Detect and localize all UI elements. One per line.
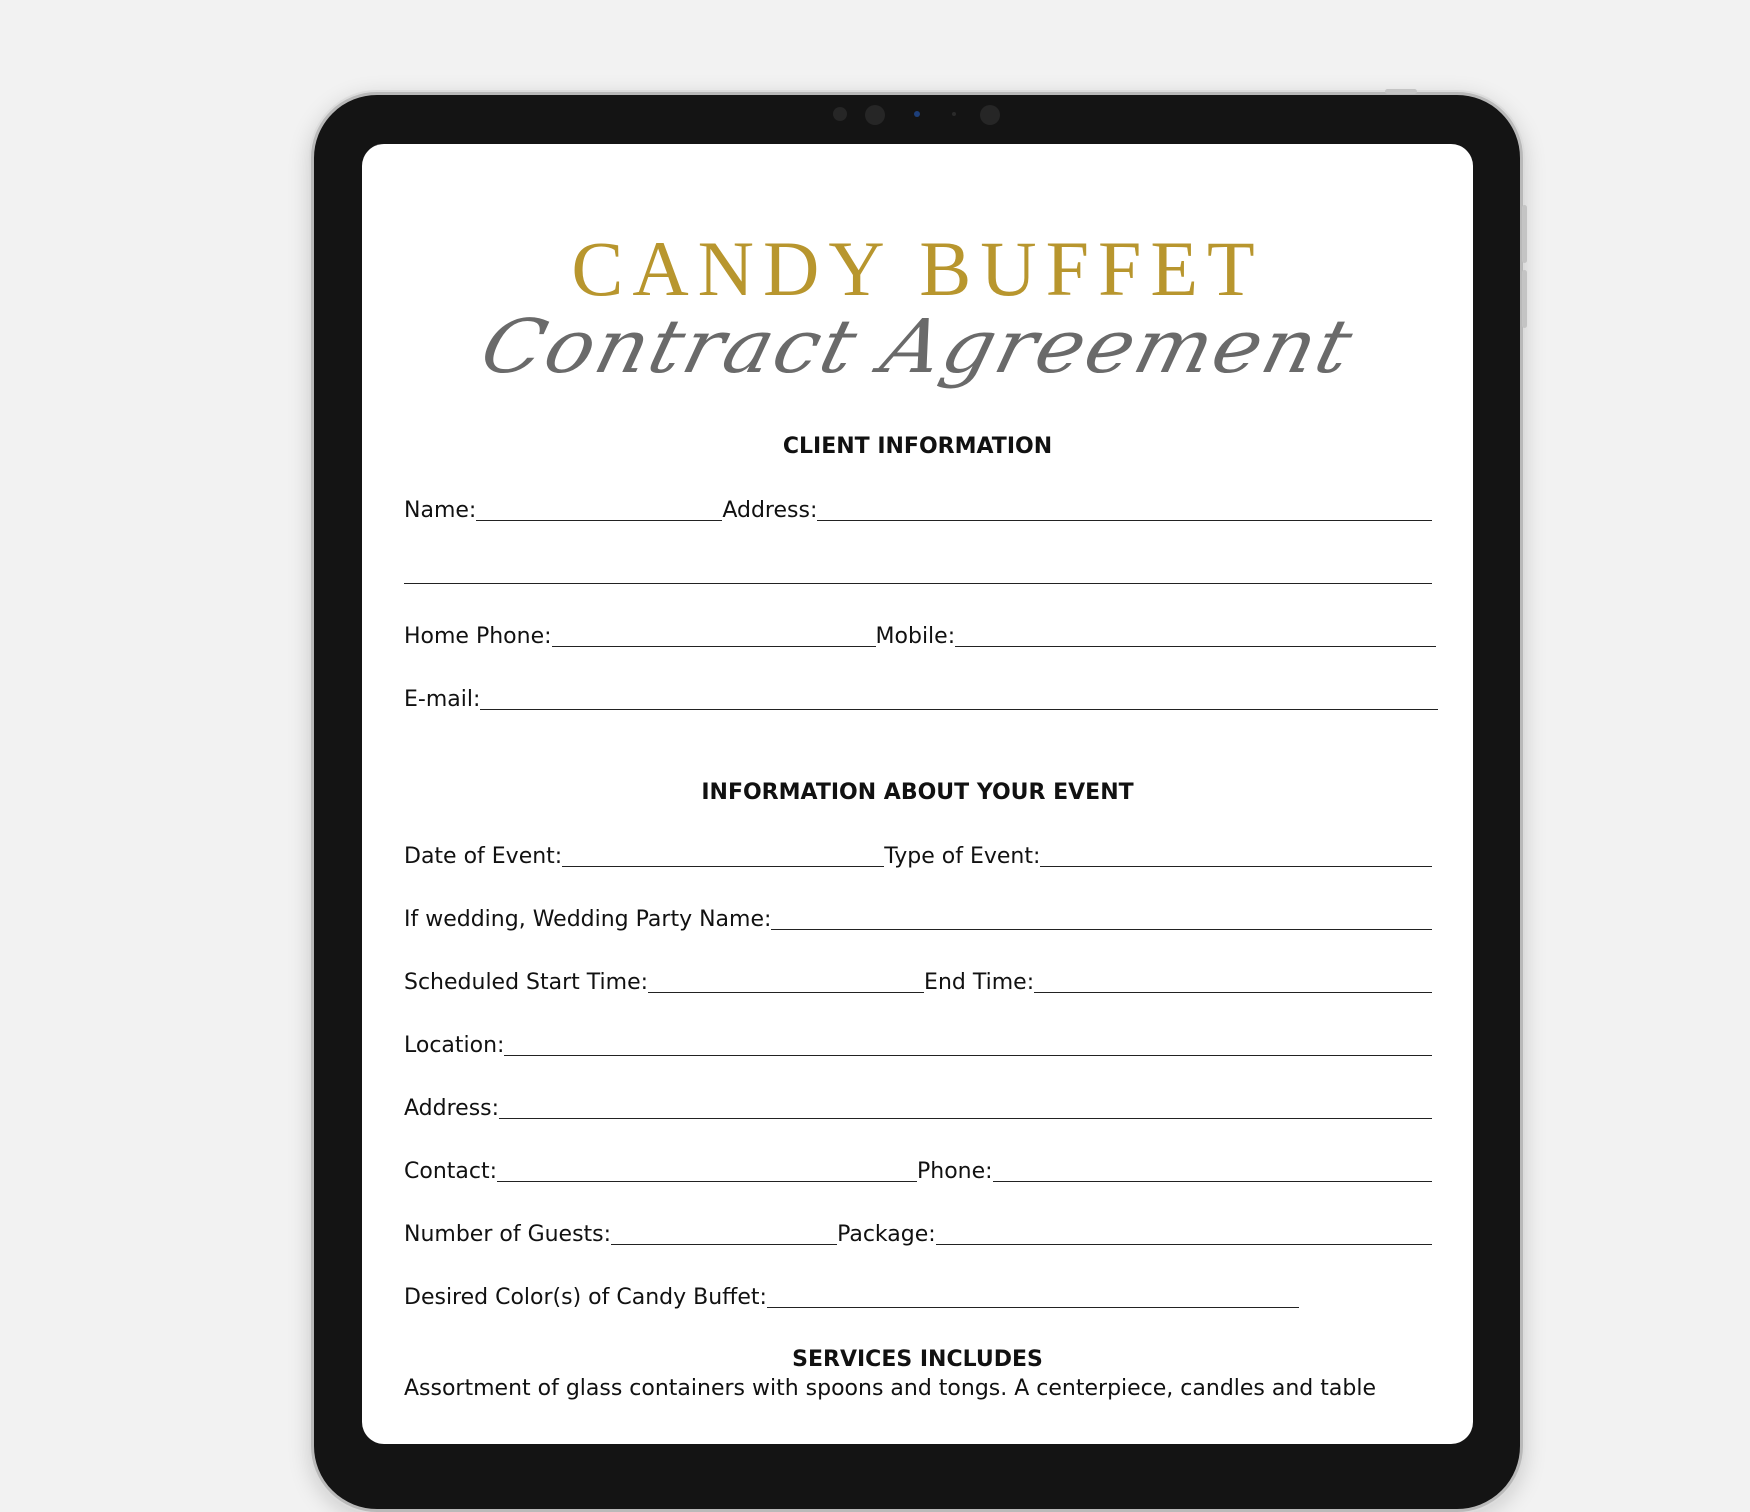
- sensor-dot-icon: [952, 112, 956, 116]
- document-subtitle: Contract Agreement: [472, 304, 1363, 390]
- home-phone-label: Home Phone:: [404, 624, 552, 649]
- contact-phone-row: [404, 1157, 1432, 1185]
- event-address-field[interactable]: [499, 1096, 1432, 1119]
- camera-dot-icon: [833, 107, 847, 121]
- name-address-row: [404, 496, 1432, 524]
- camera-lens-icon: [980, 105, 1000, 125]
- event-information-heading: INFORMATION ABOUT YOUR EVENT: [701, 780, 1134, 805]
- tablet-screen: [362, 144, 1473, 1444]
- phone-row: [404, 622, 1436, 650]
- top-button: [1385, 89, 1417, 94]
- address-line-2-field[interactable]: [404, 561, 1432, 584]
- start-time-label: Scheduled Start Time:: [404, 970, 649, 995]
- name-field[interactable]: [476, 498, 722, 521]
- services-description: Assortment of glass containers with spoons and tongs. A centerpiece, candles and table: [404, 1376, 1376, 1401]
- date-type-row: [404, 842, 1432, 870]
- mobile-field[interactable]: [955, 624, 1436, 647]
- location-row: [404, 1031, 1432, 1059]
- number-of-guests-label: Number of Guests:: [404, 1222, 612, 1247]
- phone-label: Phone:: [917, 1159, 993, 1184]
- client-information-heading: CLIENT INFORMATION: [782, 434, 1053, 459]
- wedding-party-label: If wedding, Wedding Party Name:: [404, 907, 772, 932]
- camera-lens-icon: [865, 105, 885, 125]
- email-row: [404, 685, 1438, 713]
- desired-colors-field[interactable]: [767, 1285, 1299, 1308]
- contact-field[interactable]: [497, 1159, 917, 1182]
- guests-package-row: [404, 1220, 1432, 1248]
- volume-down-button: [1522, 270, 1527, 328]
- end-time-label: End Time:: [924, 970, 1035, 995]
- home-phone-field[interactable]: [552, 624, 876, 647]
- wedding-party-field[interactable]: [771, 907, 1432, 930]
- address-field[interactable]: [817, 498, 1432, 521]
- contact-label: Contact:: [404, 1159, 498, 1184]
- package-field[interactable]: [936, 1222, 1432, 1245]
- location-label: Location:: [404, 1033, 505, 1058]
- services-includes-heading: SERVICES INCLUDES: [792, 1347, 1043, 1372]
- email-label: E-mail:: [404, 687, 481, 712]
- desired-colors-label: Desired Color(s) of Candy Buffet:: [404, 1285, 767, 1310]
- number-of-guests-field[interactable]: [611, 1222, 837, 1245]
- date-of-event-field[interactable]: [562, 844, 884, 867]
- mobile-label: Mobile:: [875, 624, 956, 649]
- event-address-label: Address:: [404, 1096, 500, 1121]
- date-of-event-label: Date of Event:: [404, 844, 563, 869]
- name-label: Name:: [404, 498, 477, 523]
- phone-field[interactable]: [993, 1159, 1432, 1182]
- location-field[interactable]: [504, 1033, 1432, 1056]
- wedding-party-row: [404, 905, 1432, 933]
- type-of-event-label: Type of Event:: [884, 844, 1041, 869]
- address-continuation-row: [404, 559, 1432, 587]
- desired-colors-row: [404, 1283, 1299, 1311]
- time-row: [404, 968, 1432, 996]
- end-time-field[interactable]: [1034, 970, 1432, 993]
- event-address-row: [404, 1094, 1432, 1122]
- volume-up-button: [1522, 205, 1527, 263]
- email-field[interactable]: [480, 687, 1438, 710]
- sensor-icon: [914, 111, 920, 117]
- address-label: Address:: [722, 498, 818, 523]
- type-of-event-field[interactable]: [1040, 844, 1432, 867]
- package-label: Package:: [837, 1222, 936, 1247]
- start-time-field[interactable]: [648, 970, 924, 993]
- document-title: CANDY BUFFET: [571, 225, 1264, 312]
